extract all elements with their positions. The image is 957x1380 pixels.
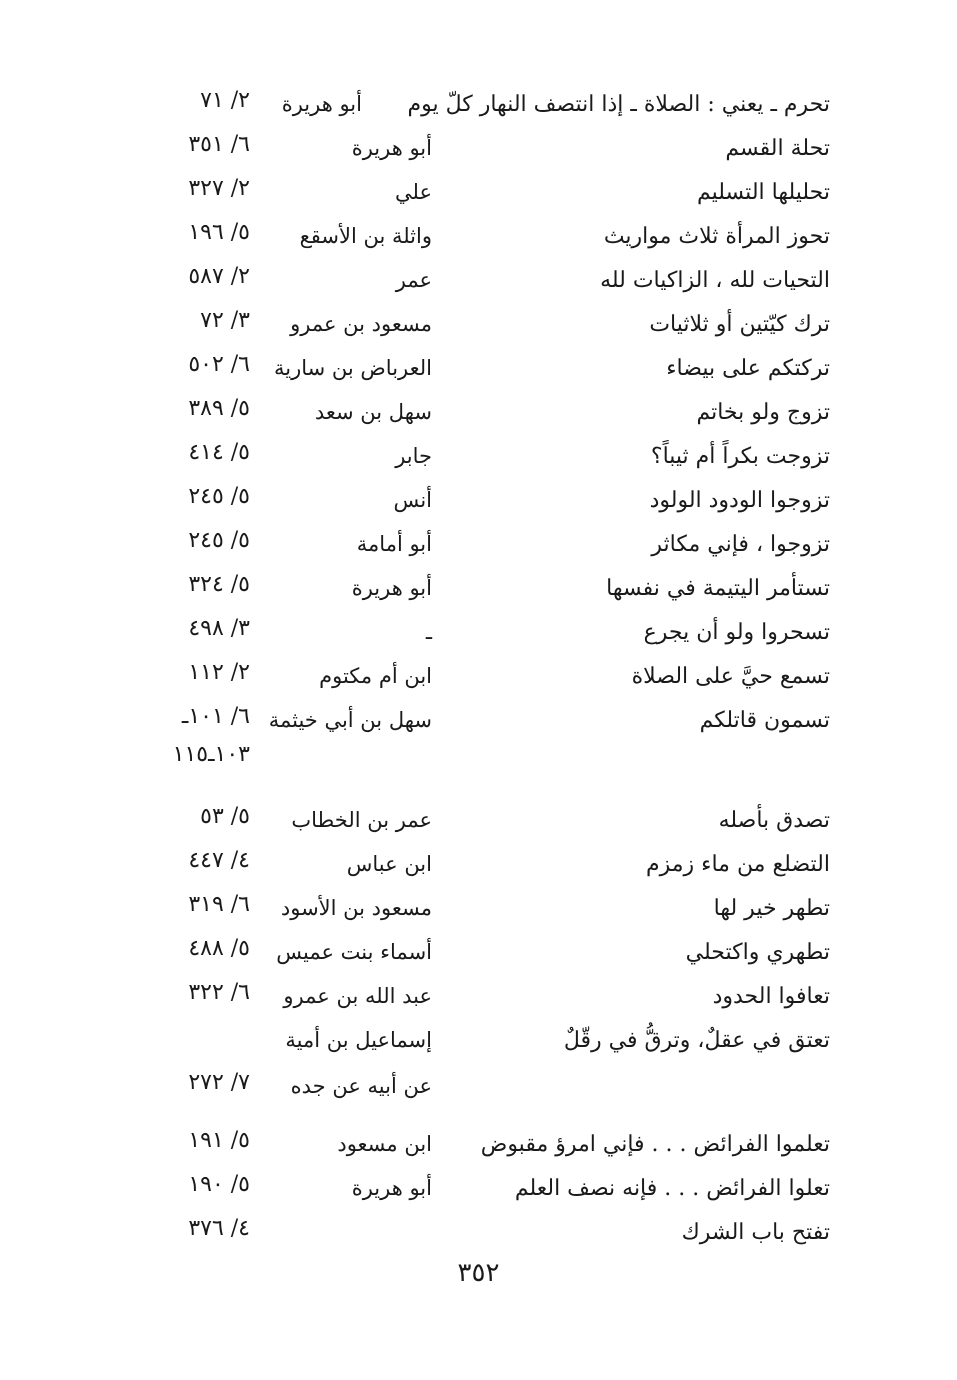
volume-page-reference: ٥/ ٤١٤ (188, 440, 250, 465)
volume-page-reference: ١٠٣ـ١١٥ (172, 742, 250, 767)
narrator: أبو هريرة (351, 136, 432, 160)
hadith-phrase: تزوجت بكراً أم ثيباً؟ (650, 444, 830, 469)
narrator: أنس (393, 488, 432, 512)
volume-page-reference: ٧/ ٢٧٢ (188, 1070, 250, 1095)
hadith-phrase: تزوجوا الودود الولود (649, 488, 830, 513)
index-entry (150, 1024, 840, 1068)
narrator: مسعود بن الأسود (280, 896, 432, 920)
index-entry (150, 132, 840, 176)
volume-page-reference: ٥/ ٢٤٥ (188, 484, 250, 509)
volume-page-reference: ٢/ ٣٢٧ (188, 176, 250, 201)
hadith-phrase: تحرم ـ يعني : الصلاة ـ إذا انتصف النهار كلّ يوم (407, 92, 830, 117)
index-entry (150, 1128, 840, 1172)
narrator: أسماء بنت عميس (276, 940, 432, 964)
volume-page-reference: ٥/ ٢٤٥ (188, 528, 250, 553)
volume-page-reference: ٤/ ٣٧٦ (188, 1216, 250, 1241)
hadith-phrase: تزوج ولو بخاتم (696, 400, 830, 425)
narrator: أبو أمامة (356, 532, 432, 556)
narrator: أبو هريرة (351, 1176, 432, 1200)
volume-page-reference: ٣/ ٧٢ (200, 308, 250, 333)
narrator: أبو هريرة (281, 92, 362, 116)
narrator: أبو هريرة (351, 576, 432, 600)
narrator: جابر (395, 444, 432, 468)
hadith-phrase: تسمون قاتلكم (699, 708, 830, 733)
hadith-phrase: تحلة القسم (725, 136, 830, 161)
index-entry (150, 742, 840, 786)
volume-page-reference: ٥/ ٣٨٩ (188, 396, 250, 421)
hadith-phrase: تصدق بأصله (718, 808, 830, 833)
index-entry (150, 352, 840, 396)
narrator: ابن أم مكتوم (319, 664, 432, 688)
hadith-phrase: تستأمر اليتيمة في نفسها (606, 576, 830, 601)
hadith-phrase: التحيات لله ، الزاكيات لله (600, 268, 830, 293)
narrator: واثلة بن الأسقع (299, 224, 432, 248)
index-entry (150, 484, 840, 528)
hadith-phrase: تعافوا الحدود (712, 984, 830, 1009)
volume-page-reference: ٦/ ٣٥١ (188, 132, 250, 157)
index-entry (150, 936, 840, 980)
hadith-phrase: تسحروا ولو أن يجرع (643, 620, 830, 645)
narrator: عبد الله بن عمرو (283, 984, 432, 1008)
volume-page-reference: ٥/ ٥٣ (200, 804, 250, 829)
hadith-phrase: تطهري واكتحلي (685, 940, 830, 965)
narrator: سهل بن سعد (314, 400, 432, 424)
hadith-phrase: تحليلها التسليم (696, 180, 830, 205)
volume-page-reference: ٥/ ١٩٦ (188, 220, 250, 245)
narrator: عن أبيه عن جده (290, 1074, 432, 1098)
volume-page-reference: ٦/ ٣٢٢ (188, 980, 250, 1005)
volume-page-reference: ٦/ ٥٠٢ (188, 352, 250, 377)
hadith-phrase: ترك كيّتين أو ثلاثيات (649, 312, 830, 337)
hadith-phrase: تسمع حيَّ على الصلاة (631, 664, 830, 689)
narrator: عمر بن الخطاب (291, 808, 432, 832)
index-entry (150, 176, 840, 220)
hadith-phrase: تركتكم على بيضاء (666, 356, 830, 381)
narrator: سهل بن أبي خيثمة (268, 708, 432, 732)
narrator: ابن مسعود (337, 1132, 432, 1156)
index-entry (150, 572, 840, 616)
hadith-phrase: تطهر خير لها (713, 896, 830, 921)
volume-page-reference: ٥/ ١٩٠ (188, 1172, 250, 1197)
volume-page-reference: ٦/ ١٠١ـ (181, 704, 250, 729)
index-entry (150, 1070, 840, 1114)
index-entry (150, 308, 840, 352)
narrator: ابن عباس (346, 852, 432, 876)
index-entry (150, 1216, 840, 1260)
hadith-phrase: تعلموا الفرائض . . . فإني امرؤ مقبوض (480, 1132, 830, 1157)
index-entry (150, 1172, 840, 1216)
index-entry (150, 848, 840, 892)
index-entry (150, 528, 840, 572)
volume-page-reference: ٢/ ٧١ (200, 88, 250, 113)
narrator: ـ (425, 620, 432, 644)
index-entry (150, 616, 840, 660)
index-entry (150, 660, 840, 704)
index-entry (150, 396, 840, 440)
volume-page-reference: ٦/ ٣١٩ (188, 892, 250, 917)
hadith-phrase: تعلوا الفرائض . . . فإنه نصف العلم (514, 1176, 830, 1201)
hadith-phrase: التضلع من ماء زمزم (645, 852, 830, 877)
index-entry (150, 264, 840, 308)
index-entry (150, 88, 840, 132)
volume-page-reference: ٥/ ١٩١ (188, 1128, 250, 1153)
narrator: عمر (395, 268, 432, 292)
narrator: علي (395, 180, 432, 204)
narrator: إسماعيل بن أمية (285, 1028, 432, 1052)
narrator: مسعود بن عمرو (290, 312, 432, 336)
hadith-phrase: تزوجوا ، فإني مكاثر (651, 532, 830, 557)
volume-page-reference: ٥/ ٣٢٤ (188, 572, 250, 597)
narrator: العرباض بن سارية (273, 356, 432, 380)
hadith-phrase: تفتح باب الشرك (681, 1220, 830, 1245)
hadith-phrase: تعتق في عقلٌ، وترقُّ في رقّلٌ (563, 1028, 830, 1053)
index-entry (150, 220, 840, 264)
index-entry (150, 804, 840, 848)
volume-page-reference: ٥/ ٤٨٨ (188, 936, 250, 961)
page-number: ٣٥٢ (457, 1258, 500, 1288)
index-entry (150, 980, 840, 1024)
volume-page-reference: ٤/ ٤٤٧ (188, 848, 250, 873)
index-entry (150, 892, 840, 936)
index-entry (150, 440, 840, 484)
volume-page-reference: ٢/ ٥٨٧ (188, 264, 250, 289)
hadith-phrase: تحوز المرأة ثلاث مواريث (603, 224, 830, 249)
volume-page-reference: ٢/ ١١٢ (188, 660, 250, 685)
volume-page-reference: ٣/ ٤٩٨ (188, 616, 250, 641)
